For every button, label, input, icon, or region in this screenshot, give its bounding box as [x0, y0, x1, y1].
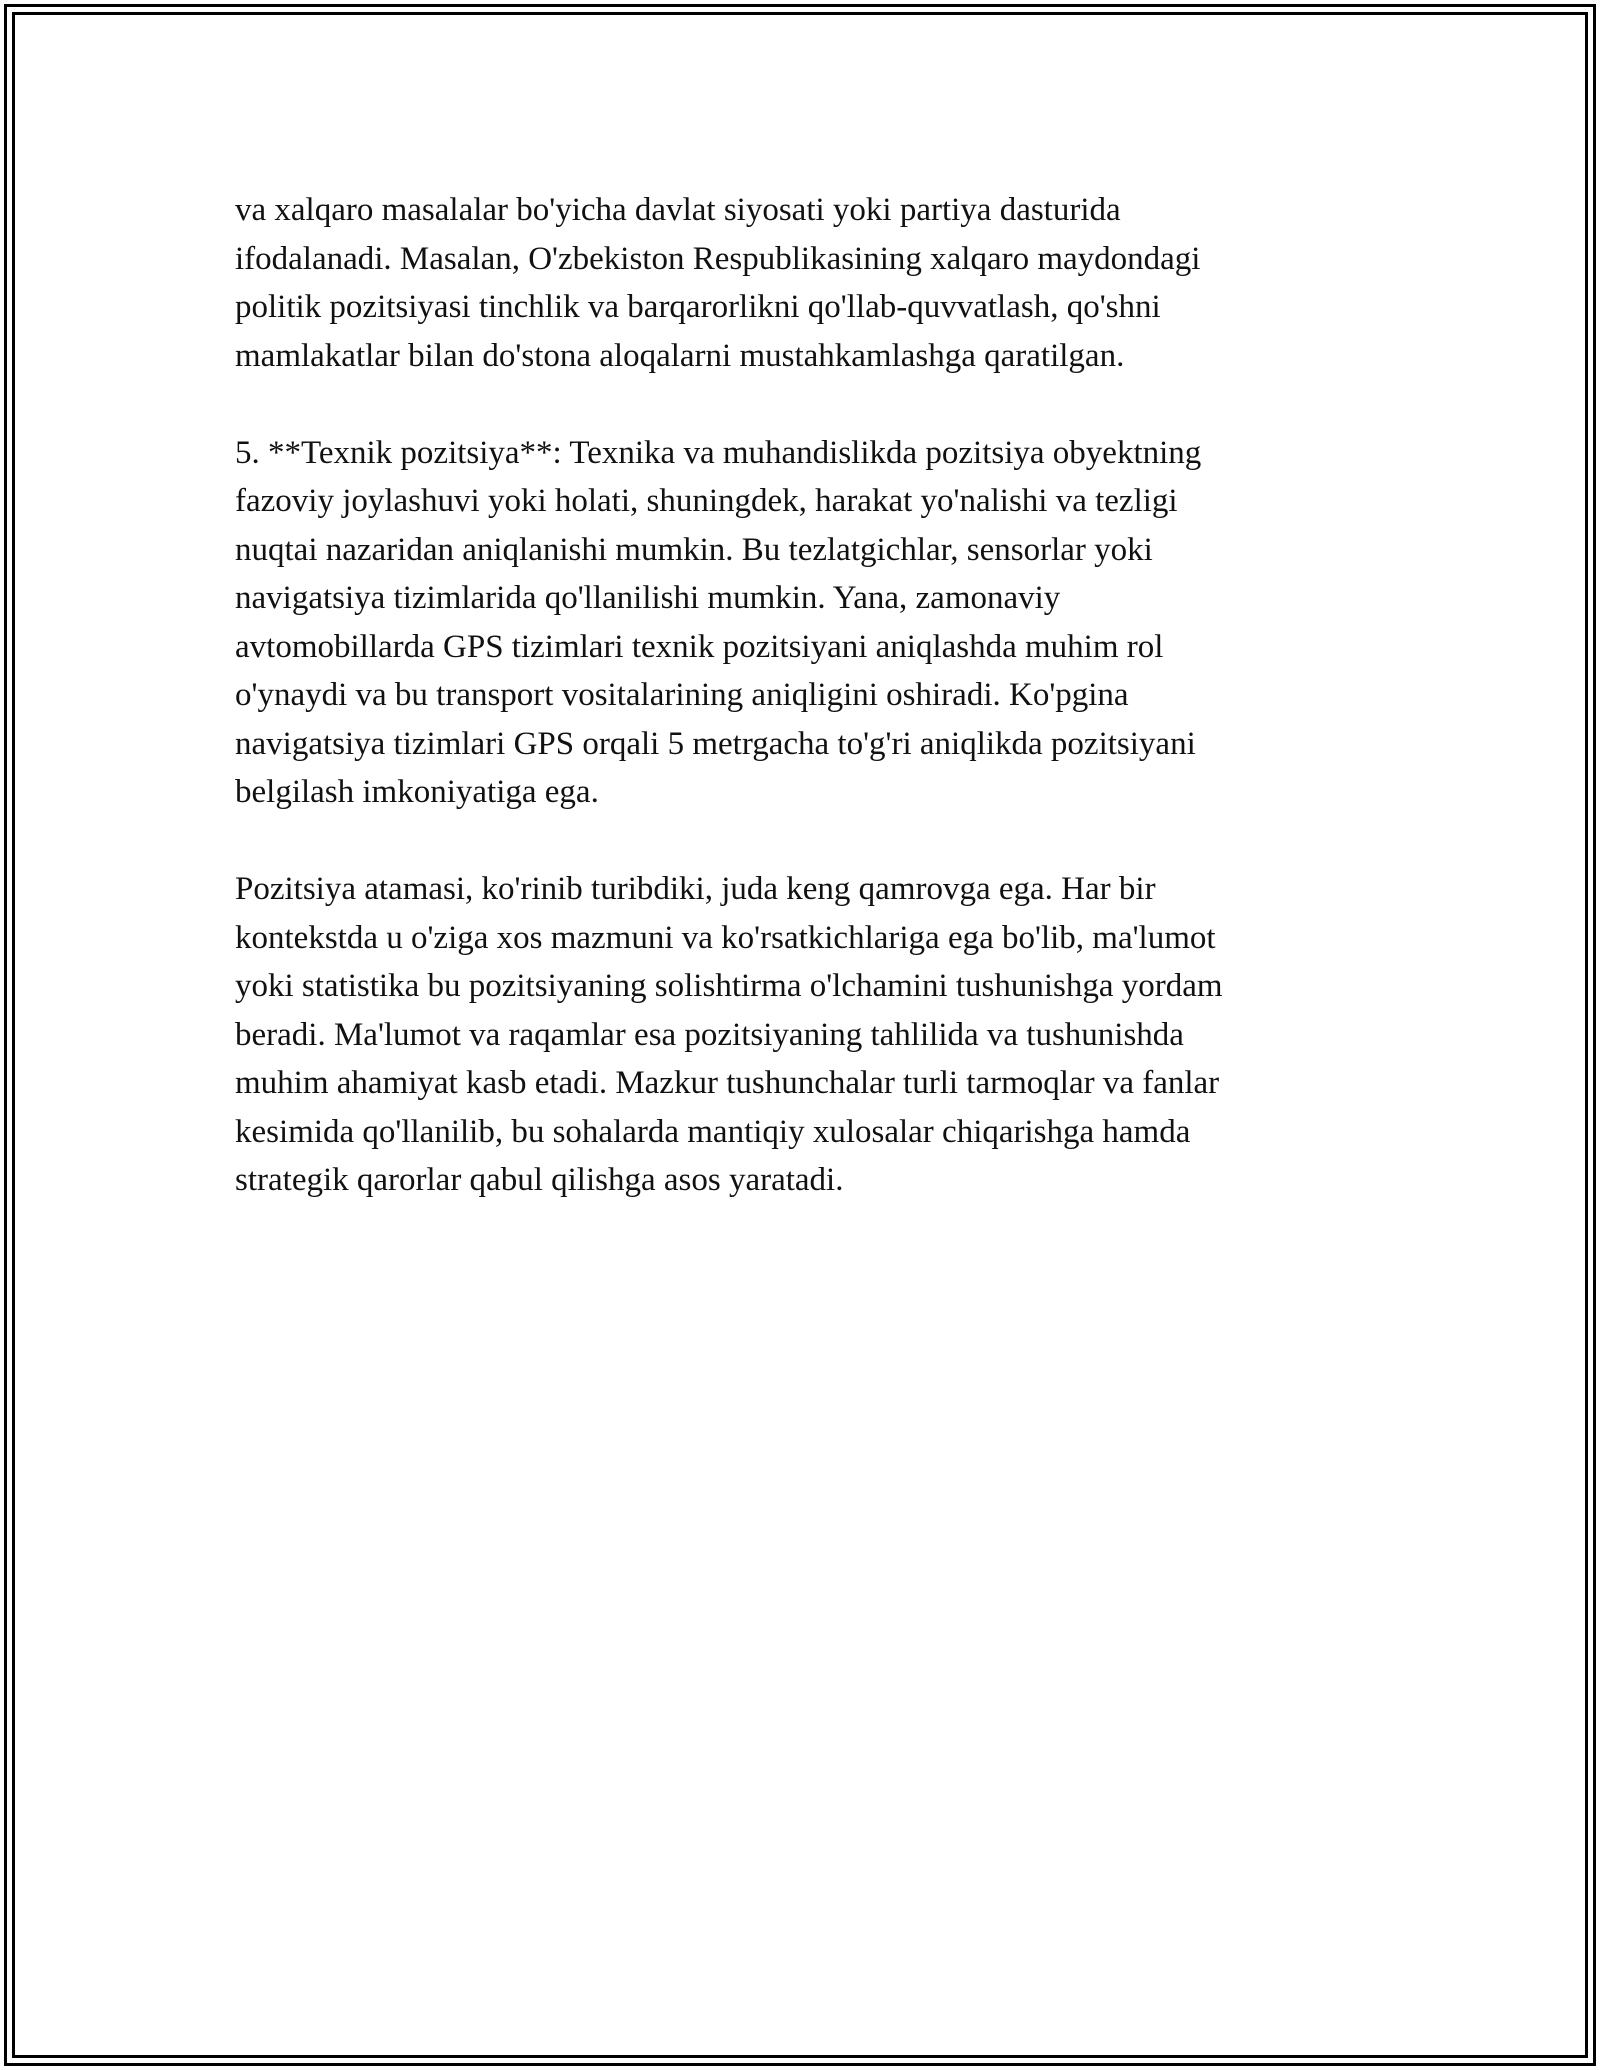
text-line: navigatsiya tizimlarida qo'llanilishi mumkin. Yana, zamonaviy — [235, 580, 1061, 616]
paragraph-texnik-pozitsiya — [235, 429, 1355, 817]
text-line: 5. **Texnik pozitsiya**: Texnika va muhandislikda pozitsiya obyektning — [235, 434, 1202, 471]
text-line: yoki statistika bu pozitsiyaning solishtirma o'lchamini tushunishga yordam — [235, 968, 1223, 1004]
text-line: ifodalanadi. Masalan, O'zbekiston Respublikasining xalqaro maydondagi — [235, 240, 1201, 277]
text-line: muhim ahamiyat kasb etadi. Mazkur tushunchalar turli tarmoqlar va fanlar — [235, 1065, 1220, 1101]
text-line: politik pozitsiyasi tinchlik va barqarorlikni qo'llab-quvvatlash, qo'shni — [235, 289, 1161, 325]
text-line: kesimida qo'llanilib, bu sohalarda mantiqiy xulosalar chiqarishga hamda — [235, 1113, 1191, 1150]
text-line: nuqtai nazaridan aniqlanishi mumkin. Bu tezlatgichlar, sensorlar yoki — [235, 531, 1153, 568]
text-line: navigatsiya tizimlari GPS orqali 5 metrgacha to'g'ri aniqlikda pozitsiyani — [235, 725, 1196, 762]
paragraph-politik-pozitsiya-continued — [235, 186, 1355, 380]
text-line: kontekstda u o'ziga xos mazmuni va ko'rsatkichlariga ega bo'lib, ma'lumot — [235, 919, 1216, 956]
text-line: belgilash imkoniyatiga ega. — [235, 774, 599, 810]
text-line: fazoviy joylashuvi yoki holati, shuningdek, harakat yo'nalishi va tezligi — [235, 483, 1178, 519]
text-line: Pozitsiya atamasi, ko'rinib turibdiki, juda keng qamrovga ega. Har bir — [235, 871, 1156, 907]
text-line: va xalqaro masalalar bo'yicha davlat siyosati yoki partiya dasturida — [235, 192, 1121, 228]
paragraph-conclusion — [235, 865, 1355, 1205]
text-line: beradi. Ma'lumot va raqamlar esa pozitsiyaning tahlilida va tushunishda — [235, 1016, 1184, 1053]
text-line: strategik qarorlar qabul qilishga asos yaratadi. — [235, 1162, 844, 1198]
document-body — [235, 186, 1355, 1253]
text-line: mamlakatlar bilan do'stona aloqalarni mustahkamlashga qaratilgan. — [235, 337, 1125, 374]
text-line: avtomobillarda GPS tizimlari texnik pozitsiyani aniqlashda muhim rol — [235, 628, 1164, 665]
text-line: o'ynaydi va bu transport vositalarining aniqligini oshiradi. Ko'pgina — [235, 677, 1129, 713]
